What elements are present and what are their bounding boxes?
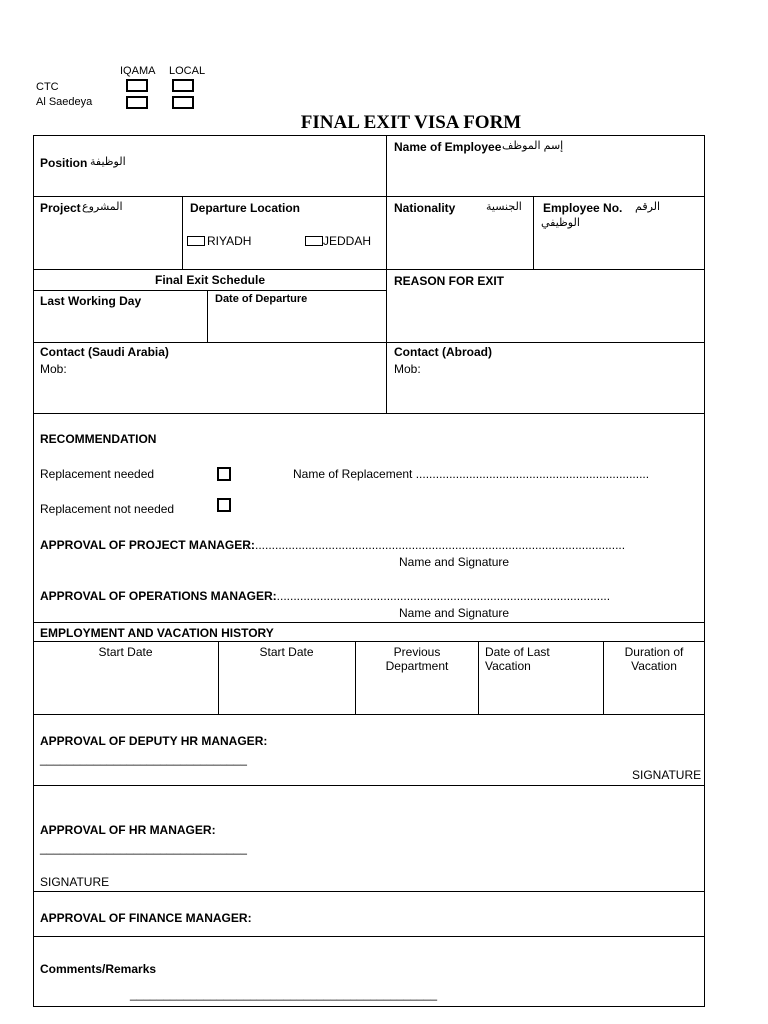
history-previous-department-field[interactable] <box>358 680 476 712</box>
contact-abroad-mob-label: Mob: <box>394 362 421 376</box>
divider <box>33 785 705 786</box>
position-label: Position <box>40 156 88 170</box>
project-label: Project <box>40 201 81 215</box>
hr-signature-label: SIGNATURE <box>40 875 110 889</box>
approval-finance-label: APPROVAL OF FINANCE MANAGER: <box>40 911 252 925</box>
approval-operations-manager-label: APPROVAL OF OPERATIONS MANAGER: <box>40 589 277 603</box>
employee-no-label: Employee No. <box>543 201 623 215</box>
history-column-header: Date of Last Vacation <box>485 645 550 673</box>
divider <box>33 196 705 197</box>
divider <box>478 641 479 714</box>
divider <box>33 342 705 343</box>
employee-name-field[interactable] <box>394 158 694 190</box>
departure-location-label: Departure Location <box>190 201 301 215</box>
divider <box>533 196 534 269</box>
form-frame <box>33 135 705 1007</box>
last-working-day-label: Last Working Day <box>40 294 142 308</box>
comments-remarks-line[interactable]: ______________________________________________ <box>130 987 437 1001</box>
history-column-header: Start Date <box>98 645 153 659</box>
final-exit-schedule-heading: Final Exit Schedule <box>154 273 266 287</box>
employee-no-arabic-label-2: الوظيفي <box>541 217 580 229</box>
divider <box>207 290 208 342</box>
iqama-label: IQAMA <box>120 65 156 77</box>
name-of-replacement-label: Name of Replacement ...................................................................... <box>293 467 650 481</box>
history-start-date-field[interactable] <box>36 680 216 712</box>
deputy-hr-signature-label: SIGNATURE <box>632 768 702 782</box>
hr-signature-line[interactable]: _______________________________ <box>40 841 247 855</box>
replacement-not-needed-checkbox[interactable] <box>217 498 231 512</box>
employment-vacation-history-heading: EMPLOYMENT AND VACATION HISTORY <box>40 626 274 640</box>
nationality-arabic-label: الجنسية <box>486 201 522 213</box>
approval-operations-manager-dots: ...................................................................................................... <box>270 589 611 603</box>
contact-saudi-label: Contact (Saudi Arabia) <box>40 345 169 359</box>
history-date-last-vacation-field[interactable] <box>481 680 601 712</box>
nationality-field[interactable] <box>394 220 526 262</box>
riyadh-checkbox[interactable] <box>187 236 205 246</box>
divider <box>33 413 705 414</box>
divider <box>603 641 604 714</box>
date-of-departure-field[interactable] <box>215 310 379 338</box>
divider <box>33 936 705 937</box>
contact-saudi-field[interactable] <box>70 360 376 406</box>
deputy-hr-signature-line[interactable]: _______________________________ <box>40 752 247 766</box>
replacement-needed-checkbox[interactable] <box>217 467 231 481</box>
employee-no-arabic-label: الرقم <box>635 201 661 213</box>
divider <box>33 290 387 291</box>
approval-project-manager-field[interactable] <box>245 532 607 552</box>
divider <box>182 196 183 269</box>
comments-remarks-label: Comments/Remarks <box>40 962 157 976</box>
employee-name-arabic-label: إسم الموظف <box>502 140 564 152</box>
jeddah-checkbox[interactable] <box>305 236 323 246</box>
approval-deputy-hr-label: APPROVAL OF DEPUTY HR MANAGER: <box>40 734 268 748</box>
contact-saudi-mob-label: Mob: <box>40 362 67 376</box>
al-saedeya-label: Al Saedeya <box>36 96 93 108</box>
approval-hr-label: APPROVAL OF HR MANAGER: <box>40 823 216 837</box>
last-working-day-field[interactable] <box>40 312 200 338</box>
ctc-local-checkbox[interactable] <box>172 79 194 92</box>
approval-project-manager-label: APPROVAL OF PROJECT MANAGER: <box>40 538 255 552</box>
riyadh-label: RIYADH <box>207 234 252 248</box>
recommendation-heading: RECOMMENDATION <box>40 432 157 446</box>
ctc-iqama-checkbox[interactable] <box>126 79 148 92</box>
project-arabic-label: المشروع <box>82 201 123 213</box>
local-label: LOCAL <box>169 65 206 77</box>
nationality-label: Nationality <box>394 201 456 215</box>
approval-project-manager-dots: .................................................................................................................. <box>245 538 626 552</box>
position-arabic-label: الوظيفة <box>90 156 126 168</box>
jeddah-label: JEDDAH <box>323 234 372 248</box>
name-and-signature-label: Name and Signature <box>399 606 510 620</box>
reason-for-exit-field[interactable] <box>394 292 698 338</box>
contact-abroad-field[interactable] <box>424 360 698 406</box>
divider <box>33 891 705 892</box>
divider <box>33 622 705 623</box>
divider <box>33 714 705 715</box>
employee-name-label: Name of Employee <box>394 140 502 154</box>
form-title: FINAL EXIT VISA FORM <box>300 112 522 133</box>
al-saedeya-local-checkbox[interactable] <box>172 96 194 109</box>
replacement-not-needed-label: Replacement not needed <box>40 502 175 516</box>
position-field[interactable] <box>150 150 375 180</box>
contact-abroad-label: Contact (Abroad) <box>394 345 492 359</box>
name-of-replacement-field[interactable] <box>420 462 644 482</box>
divider <box>33 269 705 270</box>
replacement-needed-label: Replacement needed <box>40 467 155 481</box>
approval-operations-manager-field[interactable] <box>270 583 600 603</box>
history-column-header: Previous Department <box>385 645 449 673</box>
history-start-date-field[interactable] <box>221 680 353 712</box>
history-duration-vacation-field[interactable] <box>606 680 702 712</box>
divider <box>355 641 356 714</box>
divider <box>33 641 705 642</box>
al-saedeya-iqama-checkbox[interactable] <box>126 96 148 109</box>
project-field[interactable] <box>40 220 176 262</box>
ctc-label: CTC <box>36 81 59 93</box>
history-column-header: Duration of Vacation <box>624 645 684 673</box>
employee-no-field[interactable] <box>590 220 698 262</box>
reason-for-exit-label: REASON FOR EXIT <box>394 274 505 288</box>
history-column-header: Start Date <box>259 645 314 659</box>
date-of-departure-label: Date of Departure <box>215 293 308 305</box>
name-and-signature-label: Name and Signature <box>399 555 510 569</box>
